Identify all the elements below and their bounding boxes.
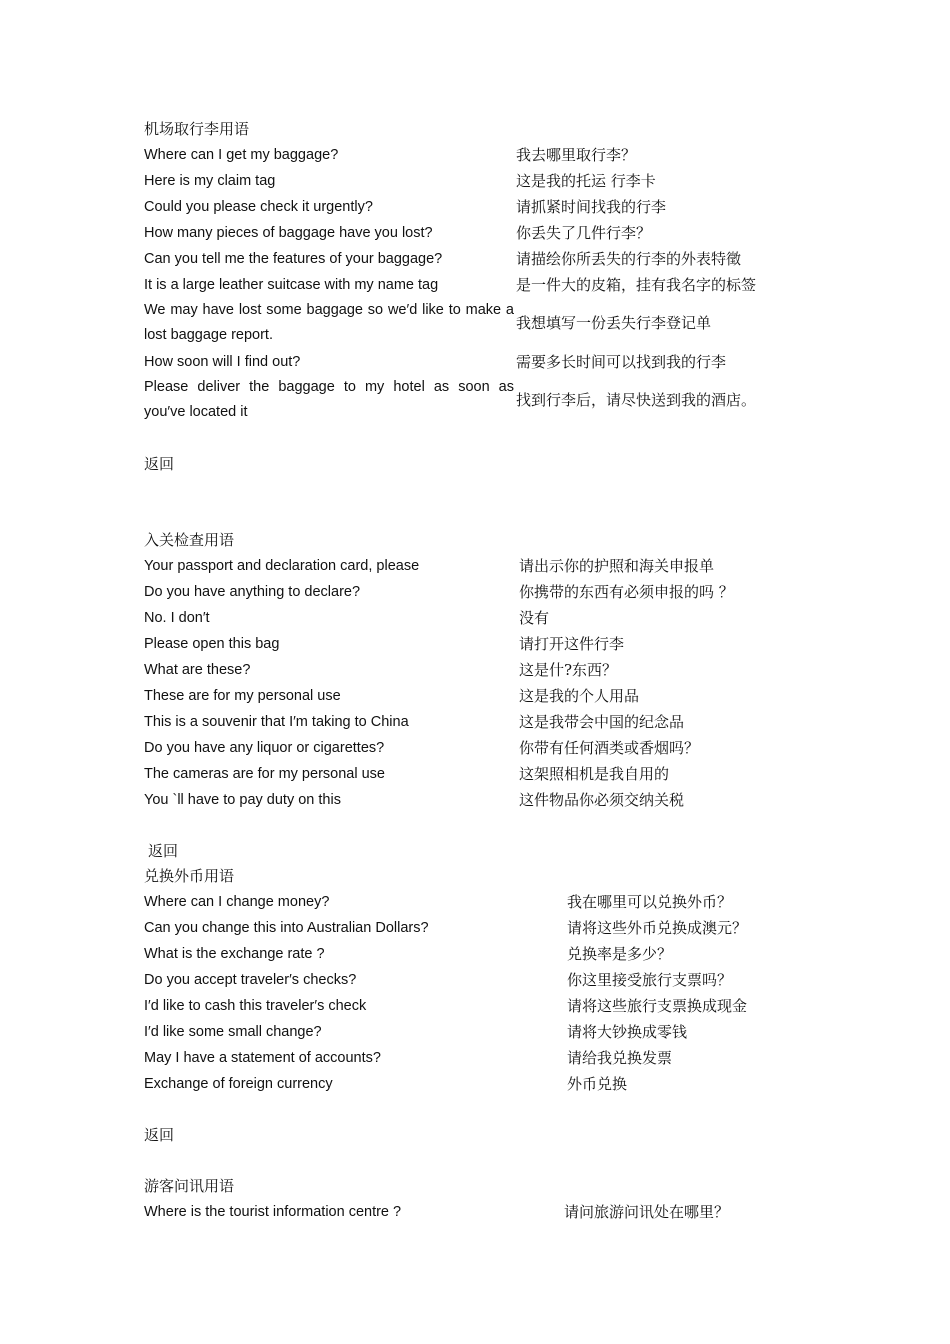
english-phrase: Your passport and declaration card, please [144,558,420,574]
chinese-translation: 这是我的个人用品 [519,687,640,705]
english-phrase: Where is the tourist information centre ? [144,1204,402,1220]
chinese-translation: 没有 [519,609,550,627]
chinese-translation: 请出示你的护照和海关申报单 [519,557,715,575]
chinese-translation: 这件物品你必须交纳关税 [519,791,685,809]
english-phrase: Here is my claim tag [144,173,276,189]
english-phrase: What are these? [144,662,251,678]
phrase-row [144,375,804,426]
section-tourist-information [144,1173,804,1225]
chinese-translation: 是一件大的皮箱，挂有我名字的标签 [516,276,757,294]
section-baggage-claim [144,116,804,426]
english-phrase: How many pieces of baggage have you lost? [144,225,433,241]
chinese-translation: 这是什?东西？ [519,661,618,679]
phrase-row [144,889,804,915]
chinese-translation: 外币兑换 [567,1075,628,1093]
phrase-row [144,1019,804,1045]
english-phrase: I′d like some small change? [144,1024,322,1040]
phrase-row [144,298,804,349]
phrase-row [144,553,804,579]
phrase-row [144,194,804,220]
english-phrase: Could you please check it urgently? [144,199,373,215]
english-phrase: What is the exchange rate ? [144,946,325,962]
phrase-row [144,941,804,967]
english-phrase: Where can I change money? [144,894,330,910]
english-phrase: We may have lost some baggage so we′d like to make a lost baggage report. [144,302,514,343]
phrase-row [144,168,804,194]
english-phrase: Please open this bag [144,636,280,652]
section-currency-exchange [144,863,804,1097]
phrase-row [144,631,804,657]
phrase-row [144,915,804,941]
chinese-translation: 你带有任何酒类或香烟吗？ [519,739,700,757]
chinese-translation: 这是我带会中国的纪念品 [519,713,685,731]
phrase-row [144,605,804,631]
phrase-row [144,761,804,787]
chinese-translation: 找到行李后，请尽快送到我的酒店。 [516,391,757,409]
english-phrase: Do you accept traveler′s checks? [144,972,357,988]
chinese-translation: 请打开这件行李 [519,635,625,653]
chinese-translation: 这架照相机是我自用的 [519,765,670,783]
chinese-translation: 请抓紧时间找我的行李 [516,198,667,216]
phrase-row [144,1199,804,1225]
phrase-row [144,272,804,298]
english-phrase: This is a souvenir that I′m taking to China [144,714,409,730]
chinese-translation: 请将大钞换成零钱 [567,1023,688,1041]
chinese-translation: 请给我兑换发票 [567,1049,673,1067]
chinese-translation: 兑换率是多少？ [567,945,673,963]
chinese-translation: 我在哪里可以兑换外币？ [567,893,733,911]
phrase-row [144,993,804,1019]
phrase-row [144,1071,804,1097]
phrase-row [144,142,804,168]
phrase-row [144,709,804,735]
chinese-translation: 需要多长时间可以找到我的行李 [516,353,727,371]
phrase-row [144,579,804,605]
phrase-row [144,787,804,813]
english-phrase: Please deliver the baggage to my hotel as soon as you′ve located it [144,379,514,420]
section-title: 入关检查用语 [144,531,235,549]
chinese-translation: 这是我的托运 行李卡 [516,172,656,190]
chinese-translation: 你丢失了几件行李？ [516,224,652,242]
phrase-row [144,683,804,709]
english-phrase: You `ll have to pay duty on this [144,792,341,808]
chinese-translation: 请将这些旅行支票换成现金 [567,997,748,1015]
phrase-row [144,349,804,375]
english-phrase: How soon will I find out? [144,354,301,370]
chinese-translation: 请描绘你所丢失的行李的外表特徵 [516,250,742,268]
english-phrase: No. I don′t [144,610,210,626]
english-phrase: It is a large leather suitcase with my name tag [144,277,439,293]
english-phrase: Where can I get my baggage? [144,147,339,163]
section-title: 机场取行李用语 [144,120,250,138]
chinese-translation: 你携带的东西有必须申报的吗 ？ [519,583,734,601]
chinese-translation: 请问旅游问讯处在哪里？ [564,1203,730,1221]
phrase-row [144,657,804,683]
english-phrase: Can you tell me the features of your baggage? [144,251,443,267]
section-title: 兑换外币用语 [144,867,235,885]
chinese-translation: 请将这些外币兑换成澳元？ [567,919,748,937]
english-phrase: Do you have any liquor or cigarettes? [144,740,385,756]
english-phrase: May I have a statement of accounts? [144,1050,381,1066]
english-phrase: The cameras are for my personal use [144,766,385,782]
phrase-row [144,967,804,993]
section-customs-check [144,527,804,813]
english-phrase: Can you change this into Australian Dollars? [144,920,429,936]
back-link[interactable]: 返回 [148,842,179,860]
english-phrase: I′d like to cash this traveler′s check [144,998,367,1014]
back-link[interactable]: 返回 [144,455,175,473]
phrase-row [144,220,804,246]
chinese-translation: 我想填写一份丢失行李登记单 [516,314,712,332]
phrase-row [144,1045,804,1071]
chinese-translation: 你这里接受旅行支票吗？ [567,971,733,989]
chinese-translation: 我去哪里取行李？ [516,146,637,164]
back-link[interactable]: 返回 [144,1126,175,1144]
phrase-row [144,735,804,761]
english-phrase: These are for my personal use [144,688,341,704]
english-phrase: Do you have anything to declare? [144,584,361,600]
section-title: 游客问讯用语 [144,1177,235,1195]
phrase-row [144,246,804,272]
english-phrase: Exchange of foreign currency [144,1076,333,1092]
